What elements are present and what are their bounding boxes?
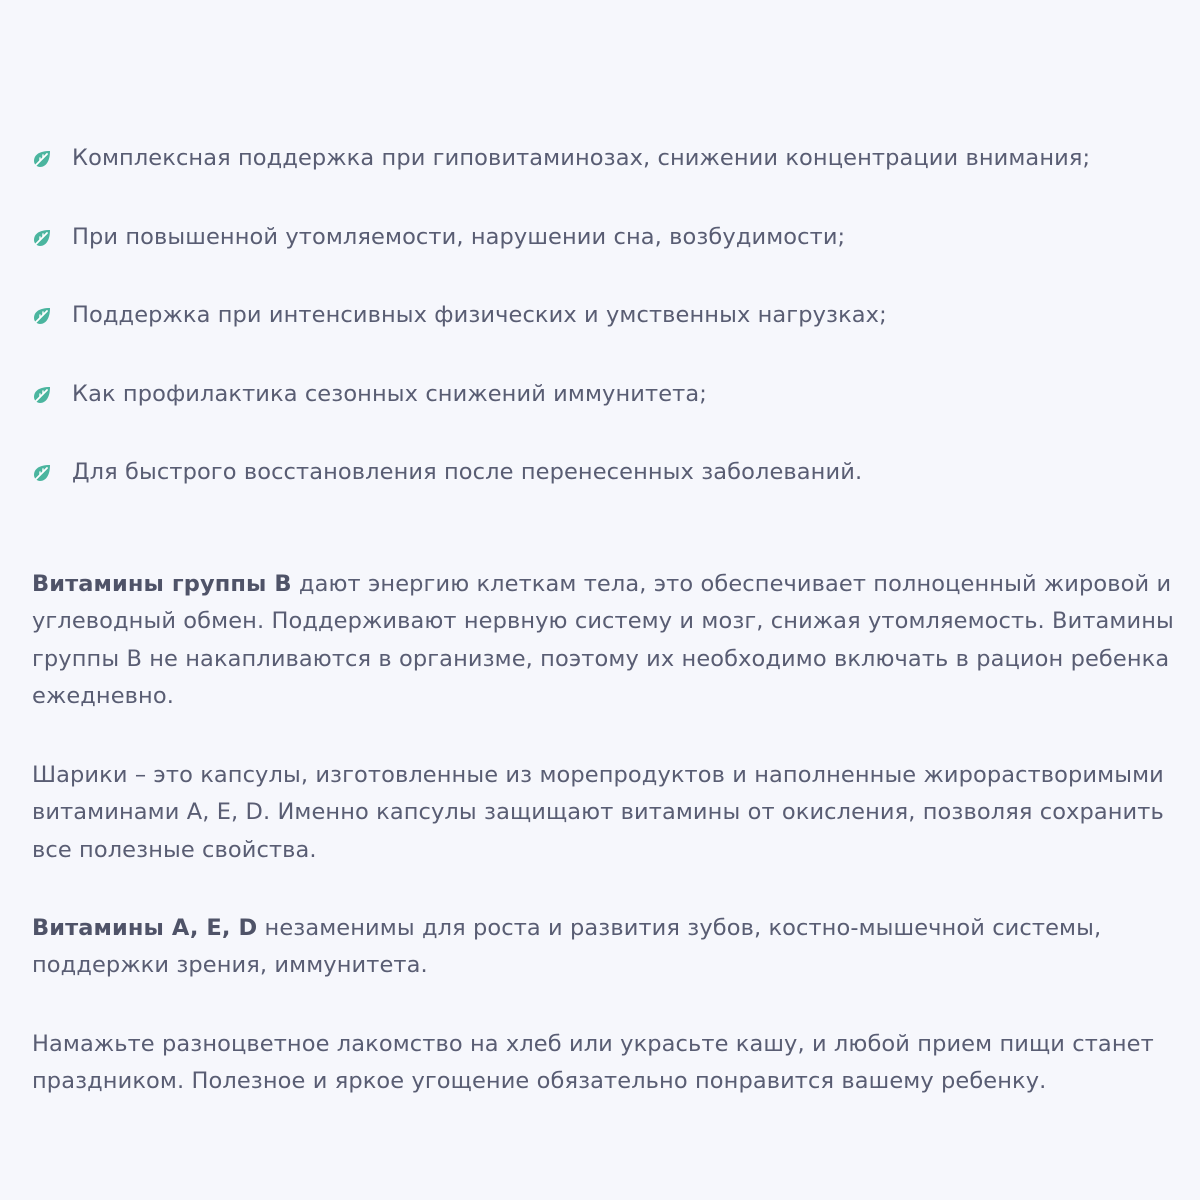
list-item: [32, 138, 1172, 178]
paragraph-capsules: [32, 757, 1182, 870]
benefit-text: Для быстрого восстановления после перенесенных заболеваний.: [72, 459, 863, 485]
paragraph-body: Шарики – это капсулы, изготовленные из морепродуктов и наполненные жирорастворимыми витаминами А, Е, D. Именно капсулы защищают витамины от окисления, позволяя сохранить все полезные свойства.: [32, 761, 1164, 863]
paragraph-bold-lead: Витамины A, E, D: [32, 914, 258, 941]
list-item: [32, 217, 1172, 257]
paragraph-body: дают энергию клеткам тела, это обеспечивает полноценный жировой и углеводный обмен. Поддерживают нервную систему и мозг, снижая утомляемость. Витамины группы В не накапливаются в организме, поэтому их необходимо включать в рацион ребенка ежедневно.: [32, 570, 1174, 709]
benefit-text: При повышенной утомляемости, нарушении сна, возбудимости;: [72, 223, 846, 250]
leaf-check-icon: [32, 463, 52, 483]
list-item: [32, 374, 1172, 414]
list-item: [32, 452, 1172, 492]
benefit-text: Поддержка при интенсивных физических и умственных нагрузках;: [72, 302, 887, 328]
paragraph-body: Намажьте разноцветное лакомство на хлеб или украсьте кашу, и любой прием пищи станет праздником. Полезное и яркое угощение обязательно понравится вашему ребенку.: [32, 1030, 1154, 1094]
paragraph-bold-lead: Витамины группы B: [32, 570, 292, 597]
benefit-text: Как профилактика сезонных снижений иммунитета;: [72, 380, 707, 407]
benefits-list: [32, 138, 1172, 531]
leaf-check-icon: [32, 306, 52, 326]
paragraph-vitamins-b: [32, 566, 1182, 716]
leaf-check-icon: [32, 149, 52, 169]
benefit-text: Комплексная поддержка при гиповитаминозах, снижении концентрации внимания;: [72, 145, 1091, 171]
leaf-check-icon: [32, 385, 52, 405]
leaf-check-icon: [32, 228, 52, 248]
list-item: [32, 295, 1172, 335]
paragraph-serving: [32, 1026, 1182, 1101]
paragraph-body: незаменимы для роста и развития зубов, костно-мышечной системы, поддержки зрения, иммунитета.: [32, 914, 1102, 978]
paragraph-vitamins-aed: [32, 910, 1182, 985]
